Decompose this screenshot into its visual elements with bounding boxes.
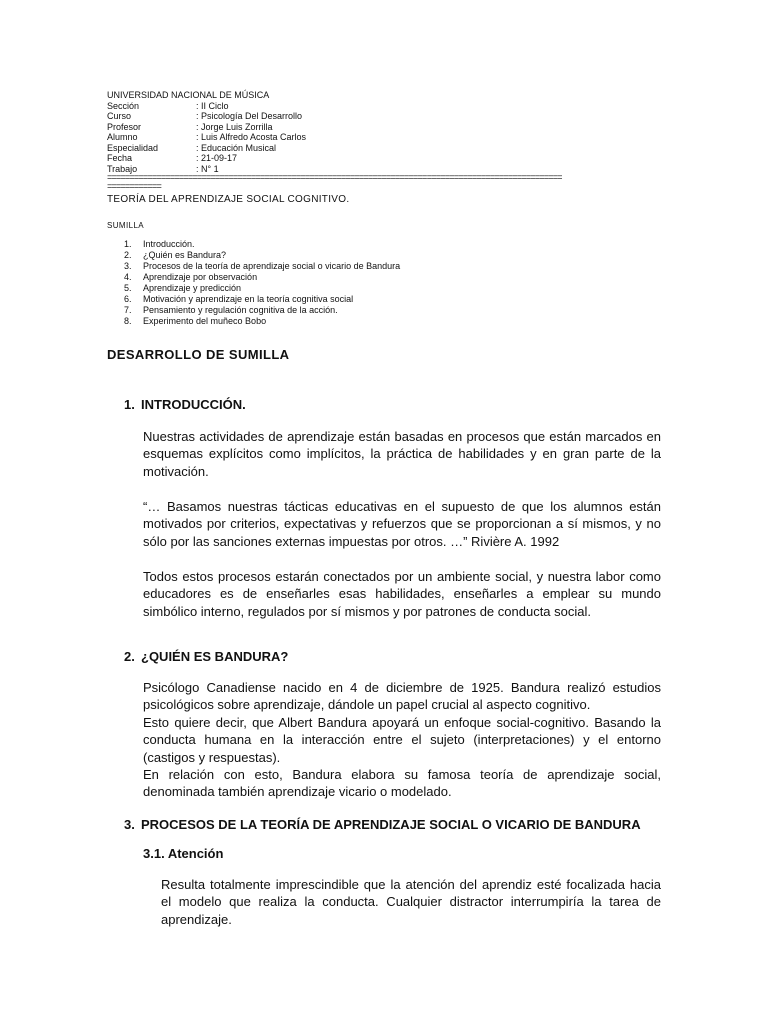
toc-number: 5. [124, 283, 132, 293]
toc-number: 3. [124, 261, 132, 271]
field-label: Especialidad [107, 142, 159, 153]
field-value: : Luis Alfredo Acosta Carlos [196, 132, 307, 142]
table-of-contents [124, 239, 400, 327]
toc-text: Procesos de la teoría de aprendizaje social o vicario de Bandura [143, 261, 401, 271]
paragraph-text: Todos estos procesos estarán conectados por un ambiente social, y nuestra labor como educadores es de enseñarles esas habilidades, enseñarles a emplear su mundo simbólico interno, regulados por sí mismos y por patrones de conducta social. [143, 569, 661, 619]
toc-text: Aprendizaje y predicción [143, 283, 242, 293]
paragraph-text: Resulta totalmente imprescindible que la atención del aprendiz esté focalizada hacia el modelo que realiza la conducta. Cualquier distractor interrumpiría la tarea de aprendizaje. [161, 877, 661, 927]
section-1-quote [143, 498, 661, 550]
field-label: Curso [107, 111, 132, 121]
field-value: : N° 1 [196, 163, 219, 174]
paragraph-text: Esto quiere decir, que Albert Bandura apoyará un enfoque social-cognitivo. Basando la conducta humana en la interacción entre el sujeto (interpretaciones) y el entorno (castigos y respuestas). [143, 714, 661, 765]
toc-number: 8. [124, 316, 132, 326]
field-label: Sección [107, 100, 140, 111]
section-2-body [143, 679, 661, 801]
document-header [107, 90, 667, 231]
section-title: INTRODUCCIÓN. [141, 397, 246, 412]
field-value: : Psicología Del Desarrollo [196, 111, 303, 121]
header-field-especialidad [107, 143, 667, 154]
header-field-fecha [107, 153, 667, 164]
section-heading-procesos [124, 817, 641, 832]
sumilla-label: SUMILLA [107, 220, 145, 230]
section-heading-introduccion [124, 397, 246, 412]
toc-text: ¿Quién es Bandura? [143, 250, 227, 260]
header-field-curso [107, 111, 667, 122]
subsection-3-1-paragraph [161, 876, 661, 928]
field-value: : II Ciclo [196, 100, 229, 111]
section-1-paragraph-1 [143, 428, 661, 480]
subsection-title: 3.1. Atención [143, 846, 224, 861]
field-value: : Jorge Luis Zorrilla [196, 121, 273, 132]
header-field-trabajo [107, 164, 667, 175]
field-label: Trabajo [107, 163, 138, 174]
toc-text: Motivación y aprendizaje en la teoría cognitiva social [143, 294, 354, 304]
header-field-profesor [107, 122, 667, 133]
field-label: Fecha [107, 153, 133, 163]
toc-item [124, 283, 400, 294]
paragraph-text: En relación con esto, Bandura elabora su famosa teoría de aprendizaje social, denominada también aprendizaje vicario o modelado. [143, 767, 661, 800]
toc-text: Introducción. [143, 239, 195, 249]
field-label: Alumno [107, 132, 138, 142]
section-heading-quien-es-bandura [124, 649, 288, 664]
toc-item [124, 261, 400, 272]
paragraph-text: Nuestras actividades de aprendizaje están basadas en procesos que están marcados en esquemas explícitos como implícitos, la práctica de habilidades y en gran parte de la motivación. [143, 429, 661, 479]
toc-number: 2. [124, 250, 132, 260]
subsection-heading-atencion [143, 846, 223, 861]
toc-text: Experimento del muñeco Bobo [143, 316, 267, 326]
toc-item [124, 250, 400, 261]
toc-text: Aprendizaje por observación [143, 272, 258, 282]
toc-number: 6. [124, 294, 132, 304]
section-number: 2. [124, 649, 135, 664]
toc-text: Pensamiento y regulación cognitiva de la acción. [143, 305, 338, 315]
toc-number: 4. [124, 272, 132, 282]
section-title: ¿QUIÉN ES BANDURA? [141, 649, 289, 664]
field-value: : 21-09-17 [196, 153, 238, 163]
section-number: 3. [124, 817, 135, 832]
paragraph-text: Psicólogo Canadiense nacido en 4 de diciembre de 1925. Bandura realizó estudios psicológicos sobre aprendizaje, dándole un papel crucial al aspecto cognitivo. [143, 680, 661, 713]
toc-number: 1. [124, 239, 132, 249]
section-1-paragraph-3 [143, 568, 661, 620]
toc-number: 7. [124, 305, 132, 315]
section-number: 1. [124, 397, 135, 412]
toc-item [124, 316, 400, 327]
separator-line: ===================================================================================================== [107, 174, 562, 183]
main-heading: DESARROLLO DE SUMILLA [107, 347, 290, 362]
toc-item [124, 294, 400, 305]
separator-line-end: ============ [107, 183, 162, 192]
field-value: : Educación Musical [196, 142, 277, 153]
paragraph-text: “… Basamos nuestras tácticas educativas en el supuesto de que los alumnos están motivados por criterios, expectativas y refuerzos que se proporcionan a sí mismos, y no sólo por las sanciones externas impuestas por otros. …” Rivière A. 1992 [143, 499, 661, 549]
toc-item [124, 239, 400, 250]
university-name: UNIVERSIDAD NACIONAL DE MÚSICA [107, 90, 270, 100]
document-title: TEORÍA DEL APRENDIZAJE SOCIAL COGNITIVO. [107, 194, 350, 205]
toc-item [124, 272, 400, 283]
section-title: PROCESOS DE LA TEORÍA DE APRENDIZAJE SOCIAL O VICARIO DE BANDURA [141, 817, 641, 832]
header-field-alumno [107, 132, 667, 143]
header-field-seccion [107, 101, 667, 112]
field-label: Profesor [107, 121, 142, 132]
toc-item [124, 305, 400, 316]
